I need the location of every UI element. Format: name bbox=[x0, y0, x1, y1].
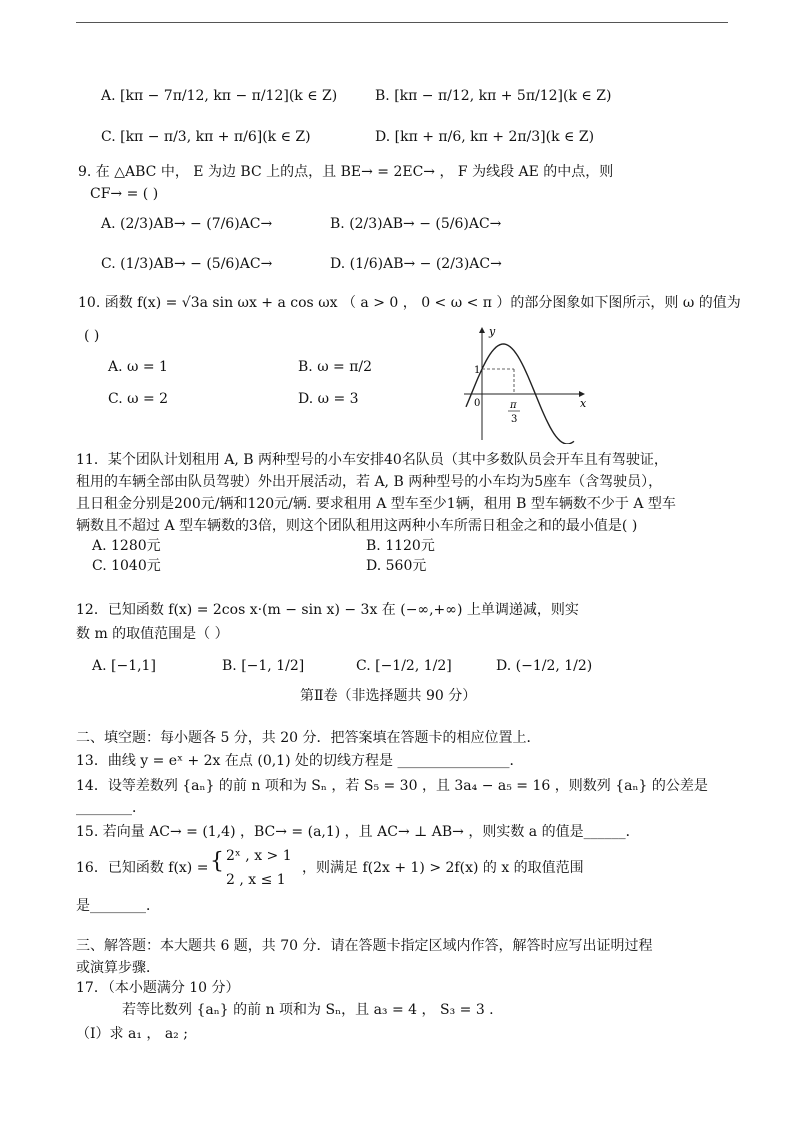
q16-prefix: 16．已知函数 f(x) = bbox=[76, 860, 209, 876]
three-label: 3 bbox=[511, 414, 518, 425]
q12-line-1: 12．已知函数 f(x) = 2cos x·(m − sin x) − 3x 在 (−∞,+∞) 上单调递减，则实 bbox=[76, 602, 579, 618]
q14-line-2: ________． bbox=[76, 800, 146, 816]
origin-label: 0 bbox=[474, 398, 481, 409]
q12-line-2: 数 m 的取值范围是（ ） bbox=[76, 626, 229, 642]
q16-case-2: 2 , x ≤ 1 bbox=[226, 872, 286, 888]
q10-option-d: D. ω = 3 bbox=[298, 391, 359, 407]
q8-option-b: B. [kπ − π/12, kπ + 5π/12](k ∈ Z) bbox=[375, 88, 612, 104]
q17-part-1: （Ⅰ）求 a₁ ， a₂ ; bbox=[76, 1026, 188, 1042]
q13: 13．曲线 y = eˣ + 2x 在点 (0,1) 处的切线方程是 ________________． bbox=[76, 753, 524, 769]
q9-stem-cont: CF→ = ( ) bbox=[90, 186, 159, 202]
y-axis-label: y bbox=[489, 325, 496, 338]
q9-option-d: D. (1/6)AB→ − (2/3)AC→ bbox=[330, 256, 502, 272]
q11-line-3: 且日租金分别是200元/辆和120元/辆. 要求租用 A 型车至少1辆，租用 B 型车辆数不少于 A 型车 bbox=[76, 496, 676, 512]
q12-option-b: B. [−1, 1/2] bbox=[222, 658, 305, 674]
q8-option-a: A. [kπ − 7π/12, kπ − π/12](k ∈ Z) bbox=[101, 88, 338, 104]
q9-stem: 9. 在 △ABC 中， E 为边 BC 上的点，且 BE→ = 2EC→ ， F 为线段 AE 的中点，则 bbox=[78, 164, 614, 180]
q9-option-a: A. (2/3)AB→ − (7/6)AC→ bbox=[101, 216, 273, 232]
q11-option-c: C. 1040元 bbox=[92, 558, 161, 574]
q17-stem: 若等比数列 {aₙ} 的前 n 项和为 Sₙ，且 a₃ = 4 ， S₃ = 3 . bbox=[122, 1002, 494, 1018]
q10-stem: 10. 函数 f(x) = √3a sin ωx + a cos ωx （ a > 0 ， 0 < ω < π ）的部分图象如下图所示，则 ω 的值为 bbox=[78, 295, 741, 311]
solve-section-header-cont: 或演算步骤． bbox=[76, 960, 160, 976]
q16-line-2: 是________． bbox=[76, 898, 160, 914]
y-one-label: 1 bbox=[474, 365, 481, 376]
part-2-title: 第Ⅱ卷（非选择题共 90 分） bbox=[300, 688, 477, 704]
q14-line-1: 14．设等差数列 {aₙ} 的前 n 项和为 Sₙ ，若 S₅ = 30 ，且 3a₄ − a₅ = 16 ，则数列 {aₙ} 的公差是 bbox=[76, 778, 708, 794]
q15: 15. 若向量 AC→ = (1,4) ，BC→ = (a,1) ，且 AC→ ⊥ AB→ ，则实数 a 的值是______． bbox=[76, 824, 640, 840]
q10-option-b: B. ω = π/2 bbox=[298, 359, 373, 375]
q9-option-b: B. (2/3)AB→ − (5/6)AC→ bbox=[330, 216, 502, 232]
q11-option-b: B. 1120元 bbox=[366, 538, 435, 554]
q11-line-4: 辆数且不超过 A 型车辆数的3倍，则这个团队租用这两种小车所需日租金之和的最小值是( ) bbox=[76, 518, 638, 534]
q11-line-2: 租用的车辆全部由队员驾驶）外出开展活动，若 A, B 两种型号的小车均为5座车（含驾驶员）， bbox=[76, 474, 663, 490]
q16-brace: { bbox=[210, 849, 224, 874]
q10-sine-graph bbox=[460, 322, 590, 444]
x-axis-label: x bbox=[580, 397, 587, 410]
header-rule bbox=[76, 22, 728, 23]
q11-option-d: D. 560元 bbox=[366, 558, 427, 574]
q12-option-a: A. [−1,1] bbox=[92, 658, 156, 674]
q10-option-a: A. ω = 1 bbox=[108, 359, 168, 375]
q8-option-d: D. [kπ + π/6, kπ + 2π/3](k ∈ Z) bbox=[375, 129, 595, 145]
q12-option-c: C. [−1/2, 1/2] bbox=[356, 658, 452, 674]
q8-option-c: C. [kπ − π/3, kπ + π/6](k ∈ Z) bbox=[101, 129, 311, 145]
solve-section-header: 三、解答题：本大题共 6 题，共 70 分．请在答题卡指定区域内作答，解答时应写出证明过程 bbox=[76, 938, 653, 954]
fill-section-header: 二、填空题：每小题各 5 分，共 20 分．把答案填在答题卡的相应位置上． bbox=[76, 730, 541, 746]
q16-case-1: 2ˣ , x > 1 bbox=[226, 848, 292, 864]
q16-suffix: ，则满足 f(2x + 1) > 2f(x) 的 x 的取值范围 bbox=[302, 860, 584, 876]
q9-option-c: C. (1/3)AB→ − (5/6)AC→ bbox=[101, 256, 273, 272]
q17-title: 17．（本小题满分 10 分） bbox=[76, 980, 240, 996]
pi-label: π bbox=[510, 400, 517, 411]
q10-paren: ( ) bbox=[84, 328, 100, 344]
q12-option-d: D. (−1/2, 1/2) bbox=[496, 658, 593, 674]
q10-option-c: C. ω = 2 bbox=[108, 391, 169, 407]
q11-line-1: 11．某个团队计划租用 A, B 两种型号的小车安排40名队员（其中多数队员会开车且有驾驶证， bbox=[76, 452, 668, 468]
q11-option-a: A. 1280元 bbox=[92, 538, 161, 554]
